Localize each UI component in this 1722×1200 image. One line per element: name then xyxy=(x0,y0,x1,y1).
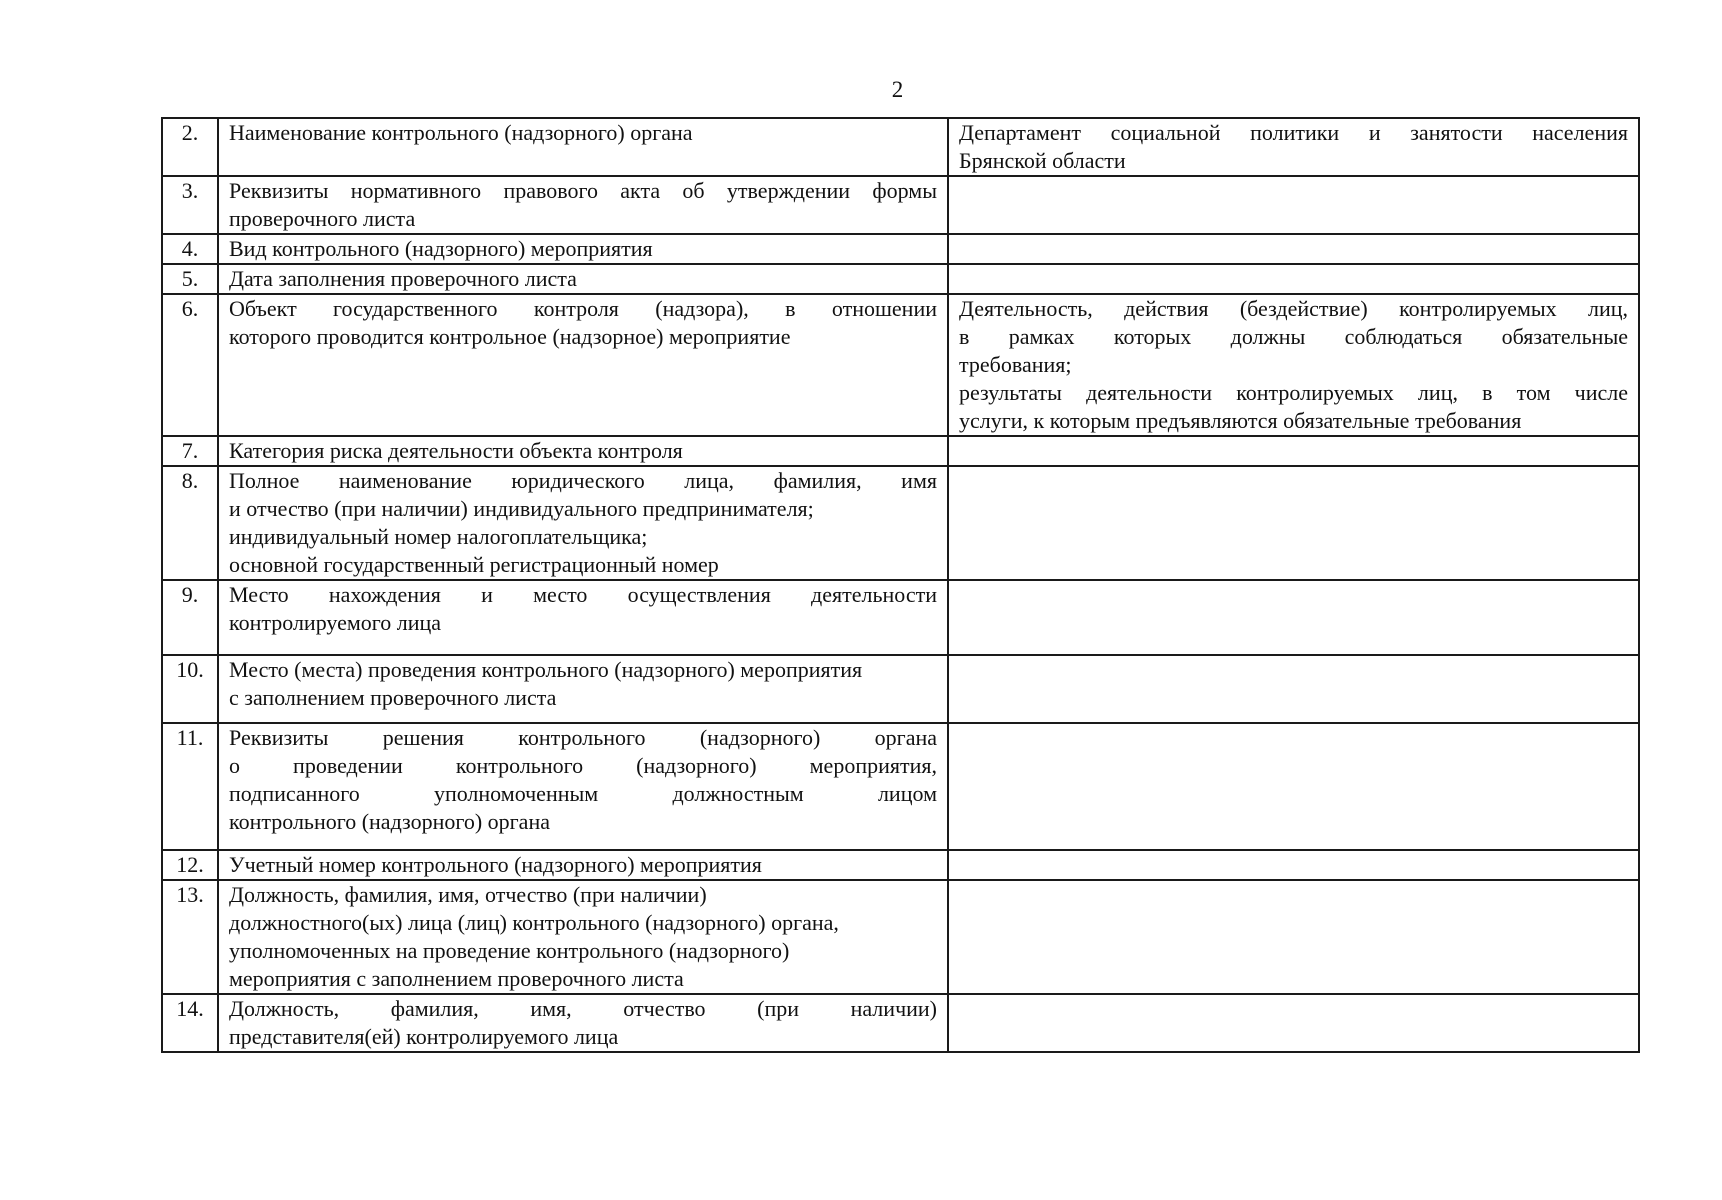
field-value xyxy=(948,436,1639,466)
field-label-line: и отчество (при наличии) индивидуального предпринимателя; xyxy=(229,496,814,521)
field-label-line: проверочного листа xyxy=(229,206,416,231)
table-row xyxy=(162,176,1639,234)
table-row xyxy=(162,880,1639,994)
table-row xyxy=(162,234,1639,264)
field-value-line: Деятельность, действия (бездействие) контролируемых лиц, xyxy=(959,296,1628,321)
field-label-line: контролируемого лица xyxy=(229,610,442,635)
field-value-line: в рамках которых должны соблюдаться обязательные xyxy=(959,324,1628,349)
row-number: 10. xyxy=(162,655,218,723)
field-label-line: Вид контрольного (надзорного) мероприятия xyxy=(229,236,653,261)
field-label-line: Наименование контрольного (надзорного) органа xyxy=(229,120,693,145)
table-row xyxy=(162,994,1639,1052)
field-label xyxy=(218,264,948,294)
field-label xyxy=(218,176,948,234)
field-value xyxy=(948,294,1639,436)
field-label-line: основной государственный регистрационный номер xyxy=(229,552,719,577)
field-label-line: Реквизиты нормативного правового акта об утверждении формы xyxy=(229,178,937,203)
field-label xyxy=(218,994,948,1052)
field-label-line: Должность, фамилия, имя, отчество (при наличии) xyxy=(229,882,707,907)
field-value xyxy=(948,234,1639,264)
row-number: 7. xyxy=(162,436,218,466)
field-label-line: Объект государственного контроля (надзора), в отношении xyxy=(229,296,937,321)
field-label xyxy=(218,436,948,466)
row-number: 14. xyxy=(162,994,218,1052)
field-label-line: Место нахождения и место осуществления деятельности xyxy=(229,582,937,607)
table-row xyxy=(162,466,1639,580)
field-label-line: должностного(ых) лица (лиц) контрольного (надзорного) органа, xyxy=(229,910,839,935)
field-label xyxy=(218,655,948,723)
field-value xyxy=(948,176,1639,234)
field-label-line: Учетный номер контрольного (надзорного) мероприятия xyxy=(229,852,762,877)
row-number: 8. xyxy=(162,466,218,580)
table-row xyxy=(162,118,1639,176)
field-value-line: услуги, к которым предъявляются обязательные требования xyxy=(959,408,1522,433)
row-number: 12. xyxy=(162,850,218,880)
field-label-line: Реквизиты решения контрольного (надзорного) органа xyxy=(229,725,937,750)
field-label-line: о проведении контрольного (надзорного) мероприятия, xyxy=(229,753,937,778)
field-value xyxy=(948,264,1639,294)
field-label-line: мероприятия с заполнением проверочного листа xyxy=(229,966,684,991)
row-number: 2. xyxy=(162,118,218,176)
table-row xyxy=(162,294,1639,436)
field-value xyxy=(948,850,1639,880)
row-number: 5. xyxy=(162,264,218,294)
row-number: 4. xyxy=(162,234,218,264)
field-label xyxy=(218,880,948,994)
field-label xyxy=(218,723,948,850)
field-value-line: Брянской области xyxy=(959,148,1126,173)
field-label xyxy=(218,850,948,880)
field-label xyxy=(218,234,948,264)
field-label-line: представителя(ей) контролируемого лица xyxy=(229,1024,619,1049)
field-label xyxy=(218,580,948,655)
table-row xyxy=(162,850,1639,880)
row-number: 11. xyxy=(162,723,218,850)
field-label-line: Дата заполнения проверочного листа xyxy=(229,266,577,291)
field-label-line: с заполнением проверочного листа xyxy=(229,685,557,710)
field-value-line: Департамент социальной политики и занятости населения xyxy=(959,120,1628,145)
table-row xyxy=(162,655,1639,723)
inspection-checklist-table xyxy=(161,117,1640,1053)
field-label-line: Место (места) проведения контрольного (надзорного) мероприятия xyxy=(229,657,863,682)
row-number: 13. xyxy=(162,880,218,994)
field-label-line: Должность, фамилия, имя, отчество (при наличии) xyxy=(229,996,937,1021)
field-label-line: Полное наименование юридического лица, фамилия, имя xyxy=(229,468,937,493)
field-value xyxy=(948,580,1639,655)
field-value xyxy=(948,466,1639,580)
table-row xyxy=(162,264,1639,294)
field-value xyxy=(948,655,1639,723)
row-number: 9. xyxy=(162,580,218,655)
field-value xyxy=(948,994,1639,1052)
row-number: 6. xyxy=(162,294,218,436)
field-label-line: уполномоченных на проведение контрольного (надзорного) xyxy=(229,938,790,963)
field-value xyxy=(948,723,1639,850)
field-value xyxy=(948,880,1639,994)
field-value xyxy=(948,118,1639,176)
field-label-line: подписанного уполномоченным должностным лицом xyxy=(229,781,937,806)
field-label-line: индивидуальный номер налогоплательщика; xyxy=(229,524,648,549)
field-value-line: требования; xyxy=(959,352,1072,377)
field-label-line: которого проводится контрольное (надзорное) мероприятие xyxy=(229,324,791,349)
table-row xyxy=(162,436,1639,466)
field-label xyxy=(218,294,948,436)
field-label-line: контрольного (надзорного) органа xyxy=(229,809,550,834)
field-label-line: Категория риска деятельности объекта контроля xyxy=(229,438,683,463)
field-value-line: результаты деятельности контролируемых лиц, в том числе xyxy=(959,380,1628,405)
row-number: 3. xyxy=(162,176,218,234)
table-row xyxy=(162,580,1639,655)
page-number: 2 xyxy=(891,77,904,102)
field-label xyxy=(218,118,948,176)
table-row xyxy=(162,723,1639,850)
field-label xyxy=(218,466,948,580)
